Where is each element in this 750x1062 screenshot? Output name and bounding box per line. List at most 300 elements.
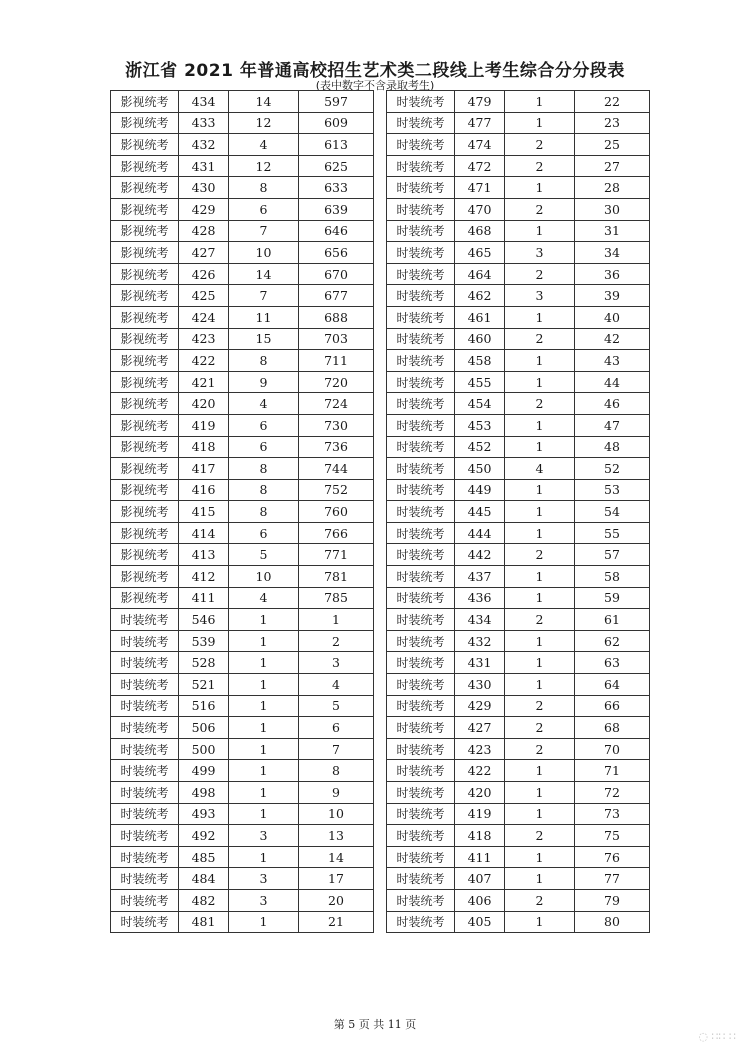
category-cell: 时装统考 [387,652,455,674]
cumulative-cell: 4 [299,674,374,696]
category-cell: 时装统考 [111,630,179,652]
count-cell: 4 [505,458,575,480]
table-row [111,782,374,804]
cumulative-cell: 597 [299,91,374,113]
page-subtitle: (表中数字不含录取考生) [315,79,435,92]
cumulative-cell: 34 [575,242,650,264]
count-cell: 6 [229,436,299,458]
cumulative-cell: 677 [299,285,374,307]
score-cell: 479 [455,91,505,113]
score-cell: 425 [179,285,229,307]
count-cell: 1 [505,436,575,458]
category-cell: 影视统考 [111,566,179,588]
category-cell: 时装统考 [387,825,455,847]
cumulative-cell: 62 [575,630,650,652]
count-cell: 1 [229,782,299,804]
cumulative-cell: 22 [575,91,650,113]
count-cell: 8 [229,350,299,372]
cumulative-cell: 1 [299,609,374,631]
count-cell: 1 [505,587,575,609]
count-cell: 6 [229,198,299,220]
cumulative-cell: 23 [575,112,650,134]
category-cell: 影视统考 [111,91,179,113]
score-cell: 415 [179,501,229,523]
count-cell: 2 [505,695,575,717]
category-cell: 时装统考 [387,738,455,760]
table-row [387,911,650,933]
category-cell: 影视统考 [111,177,179,199]
cumulative-cell: 61 [575,609,650,631]
count-cell: 4 [229,393,299,415]
table-row [111,889,374,911]
count-cell: 1 [505,846,575,868]
cumulative-cell: 53 [575,479,650,501]
cumulative-cell: 6 [299,717,374,739]
table-row [387,436,650,458]
count-cell: 1 [229,803,299,825]
cumulative-cell: 613 [299,134,374,156]
count-cell: 1 [229,674,299,696]
cumulative-cell: 724 [299,393,374,415]
score-cell: 450 [455,458,505,480]
table-row [387,609,650,631]
category-cell: 影视统考 [111,544,179,566]
table-row [111,414,374,436]
score-cell: 420 [455,782,505,804]
category-cell: 时装统考 [387,371,455,393]
count-cell: 1 [229,717,299,739]
score-cell: 422 [179,350,229,372]
category-cell: 影视统考 [111,371,179,393]
count-cell: 14 [229,263,299,285]
category-cell: 时装统考 [111,889,179,911]
count-cell: 2 [505,738,575,760]
score-cell: 422 [455,760,505,782]
score-cell: 437 [455,566,505,588]
count-cell: 1 [229,652,299,674]
count-cell: 2 [505,825,575,847]
category-cell: 时装统考 [387,263,455,285]
category-cell: 时装统考 [387,889,455,911]
score-cell: 414 [179,522,229,544]
count-cell: 6 [229,522,299,544]
cumulative-cell: 73 [575,803,650,825]
table-row [387,544,650,566]
score-cell: 412 [179,566,229,588]
table-row [387,414,650,436]
score-cell: 471 [455,177,505,199]
table-row [387,587,650,609]
table-row [111,868,374,890]
cumulative-cell: 8 [299,760,374,782]
score-cell: 468 [455,220,505,242]
table-row [387,717,650,739]
table-row [387,220,650,242]
table-row [387,846,650,868]
table-row [111,155,374,177]
score-cell: 482 [179,889,229,911]
category-cell: 时装统考 [111,760,179,782]
category-cell: 时装统考 [387,544,455,566]
table-row [111,803,374,825]
category-cell: 时装统考 [387,198,455,220]
table-row [387,803,650,825]
cumulative-cell: 63 [575,652,650,674]
table-row [387,458,650,480]
cumulative-cell: 25 [575,134,650,156]
category-cell: 时装统考 [111,868,179,890]
count-cell: 3 [229,868,299,890]
category-cell: 时装统考 [387,306,455,328]
cumulative-cell: 785 [299,587,374,609]
page-number: 第 5 页 共 11 页 [333,1018,417,1031]
score-cell: 420 [179,393,229,415]
count-cell: 10 [229,242,299,264]
count-cell: 7 [229,220,299,242]
cumulative-cell: 688 [299,306,374,328]
table-row [387,695,650,717]
cumulative-cell: 28 [575,177,650,199]
table-row [111,479,374,501]
table-row [111,522,374,544]
cumulative-cell: 76 [575,846,650,868]
score-cell: 427 [455,717,505,739]
cumulative-cell: 7 [299,738,374,760]
cumulative-cell: 72 [575,782,650,804]
score-cell: 442 [455,544,505,566]
category-cell: 影视统考 [111,522,179,544]
category-cell: 时装统考 [111,717,179,739]
count-cell: 2 [505,155,575,177]
category-cell: 时装统考 [387,242,455,264]
cumulative-cell: 10 [299,803,374,825]
count-cell: 1 [229,609,299,631]
score-cell: 449 [455,479,505,501]
cumulative-cell: 766 [299,522,374,544]
count-cell: 2 [505,328,575,350]
score-cell: 417 [179,458,229,480]
table-row [111,306,374,328]
cumulative-cell: 752 [299,479,374,501]
score-cell: 521 [179,674,229,696]
cumulative-cell: 633 [299,177,374,199]
cumulative-cell: 30 [575,198,650,220]
score-cell: 423 [179,328,229,350]
score-cell: 464 [455,263,505,285]
category-cell: 时装统考 [387,134,455,156]
count-cell: 1 [505,177,575,199]
cumulative-cell: 656 [299,242,374,264]
count-cell: 1 [229,846,299,868]
cumulative-cell: 70 [575,738,650,760]
score-cell: 474 [455,134,505,156]
category-cell: 时装统考 [111,911,179,933]
cumulative-cell: 43 [575,350,650,372]
table-row [387,652,650,674]
count-cell: 7 [229,285,299,307]
count-cell: 1 [505,479,575,501]
count-cell: 1 [505,306,575,328]
cumulative-cell: 57 [575,544,650,566]
table-row [111,263,374,285]
count-cell: 8 [229,501,299,523]
score-cell: 423 [455,738,505,760]
table-row [387,112,650,134]
table-row [387,263,650,285]
count-cell: 1 [229,738,299,760]
score-cell: 484 [179,868,229,890]
count-cell: 1 [505,674,575,696]
score-cell: 418 [455,825,505,847]
table-row [387,134,650,156]
count-cell: 6 [229,414,299,436]
count-cell: 8 [229,458,299,480]
score-cell: 472 [455,155,505,177]
score-cell: 506 [179,717,229,739]
score-cell: 421 [179,371,229,393]
count-cell: 2 [505,717,575,739]
table-row [387,782,650,804]
table-row [111,371,374,393]
cumulative-cell: 52 [575,458,650,480]
score-cell: 418 [179,436,229,458]
score-cell: 419 [179,414,229,436]
cumulative-cell: 2 [299,630,374,652]
count-cell: 3 [505,285,575,307]
cumulative-cell: 17 [299,868,374,890]
table-row [387,306,650,328]
cumulative-cell: 20 [299,889,374,911]
score-cell: 455 [455,371,505,393]
cumulative-cell: 54 [575,501,650,523]
score-cell: 431 [455,652,505,674]
category-cell: 时装统考 [387,760,455,782]
count-cell: 8 [229,177,299,199]
category-cell: 时装统考 [111,738,179,760]
count-cell: 1 [505,112,575,134]
count-cell: 12 [229,155,299,177]
score-cell: 485 [179,846,229,868]
score-cell: 405 [455,911,505,933]
category-cell: 影视统考 [111,263,179,285]
category-cell: 时装统考 [387,609,455,631]
category-cell: 影视统考 [111,436,179,458]
count-cell: 1 [505,566,575,588]
category-cell: 时装统考 [387,285,455,307]
count-cell: 2 [505,609,575,631]
category-cell: 影视统考 [111,479,179,501]
count-cell: 2 [505,134,575,156]
table-row [111,695,374,717]
score-cell: 500 [179,738,229,760]
count-cell: 1 [229,695,299,717]
count-cell: 1 [505,522,575,544]
cumulative-cell: 79 [575,889,650,911]
table-row [387,198,650,220]
score-cell: 454 [455,393,505,415]
count-cell: 1 [505,868,575,890]
cumulative-cell: 80 [575,911,650,933]
score-cell: 493 [179,803,229,825]
score-cell: 430 [179,177,229,199]
count-cell: 3 [505,242,575,264]
score-cell: 461 [455,306,505,328]
category-cell: 影视统考 [111,112,179,134]
table-row [111,674,374,696]
count-cell: 1 [229,630,299,652]
cumulative-cell: 14 [299,846,374,868]
table-row [387,393,650,415]
cumulative-cell: 66 [575,695,650,717]
cumulative-cell: 711 [299,350,374,372]
score-cell: 411 [455,846,505,868]
score-cell: 465 [455,242,505,264]
table-row [111,566,374,588]
cumulative-cell: 760 [299,501,374,523]
score-cell: 432 [179,134,229,156]
category-cell: 影视统考 [111,306,179,328]
score-cell: 458 [455,350,505,372]
score-cell: 413 [179,544,229,566]
category-cell: 时装统考 [387,414,455,436]
category-cell: 时装统考 [387,566,455,588]
score-cell: 429 [179,198,229,220]
category-cell: 时装统考 [387,91,455,113]
table-row [111,717,374,739]
score-cell: 434 [455,609,505,631]
cumulative-cell: 744 [299,458,374,480]
score-cell: 433 [179,112,229,134]
score-cell: 546 [179,609,229,631]
count-cell: 1 [505,803,575,825]
watermark-logo: ◌ ∷∷ ∷ [698,1030,736,1043]
score-cell: 492 [179,825,229,847]
cumulative-cell: 58 [575,566,650,588]
cumulative-cell: 13 [299,825,374,847]
table-row [111,738,374,760]
category-cell: 影视统考 [111,134,179,156]
table-row [111,328,374,350]
cumulative-cell: 59 [575,587,650,609]
score-cell: 434 [179,91,229,113]
cumulative-cell: 31 [575,220,650,242]
table-row [111,630,374,652]
table-row [387,760,650,782]
category-cell: 时装统考 [111,652,179,674]
count-cell: 1 [505,911,575,933]
table-row [111,825,374,847]
score-cell: 539 [179,630,229,652]
table-row [387,566,650,588]
category-cell: 影视统考 [111,458,179,480]
cumulative-cell: 27 [575,155,650,177]
cumulative-cell: 48 [575,436,650,458]
cumulative-cell: 670 [299,263,374,285]
category-cell: 影视统考 [111,501,179,523]
table-row [387,501,650,523]
count-cell: 1 [229,760,299,782]
table-row [111,393,374,415]
table-row [111,652,374,674]
score-cell: 430 [455,674,505,696]
category-cell: 时装统考 [387,436,455,458]
score-cell: 460 [455,328,505,350]
category-cell: 时装统考 [387,803,455,825]
count-cell: 4 [229,587,299,609]
score-cell: 516 [179,695,229,717]
table-row [111,587,374,609]
table-row [387,630,650,652]
table-row [111,285,374,307]
category-cell: 时装统考 [387,350,455,372]
category-cell: 时装统考 [387,717,455,739]
count-cell: 2 [505,544,575,566]
category-cell: 时装统考 [387,782,455,804]
category-cell: 时装统考 [387,630,455,652]
score-cell: 407 [455,868,505,890]
category-cell: 影视统考 [111,587,179,609]
count-cell: 15 [229,328,299,350]
table-row [111,220,374,242]
score-cell: 444 [455,522,505,544]
count-cell: 11 [229,306,299,328]
table-row [111,350,374,372]
count-cell: 1 [505,414,575,436]
score-cell: 406 [455,889,505,911]
category-cell: 影视统考 [111,198,179,220]
table-row [111,501,374,523]
score-cell: 470 [455,198,505,220]
score-cell: 424 [179,306,229,328]
cumulative-cell: 609 [299,112,374,134]
score-cell: 416 [179,479,229,501]
count-cell: 5 [229,544,299,566]
score-cell: 481 [179,911,229,933]
score-table-right [386,90,650,933]
table-row [387,285,650,307]
cumulative-cell: 55 [575,522,650,544]
cumulative-cell: 42 [575,328,650,350]
cumulative-cell: 736 [299,436,374,458]
category-cell: 影视统考 [111,242,179,264]
cumulative-cell: 639 [299,198,374,220]
table-row [387,91,650,113]
count-cell: 12 [229,112,299,134]
category-cell: 时装统考 [111,695,179,717]
count-cell: 2 [505,198,575,220]
count-cell: 1 [229,911,299,933]
score-cell: 452 [455,436,505,458]
category-cell: 时装统考 [387,868,455,890]
score-cell: 426 [179,263,229,285]
table-row [387,674,650,696]
table-row [387,350,650,372]
count-cell: 8 [229,479,299,501]
score-cell: 477 [455,112,505,134]
cumulative-cell: 71 [575,760,650,782]
cumulative-cell: 781 [299,566,374,588]
table-row [111,458,374,480]
category-cell: 影视统考 [111,414,179,436]
table-row [111,112,374,134]
score-cell: 429 [455,695,505,717]
table-row [111,609,374,631]
category-cell: 时装统考 [387,911,455,933]
category-cell: 时装统考 [111,674,179,696]
count-cell: 1 [505,350,575,372]
cumulative-cell: 21 [299,911,374,933]
cumulative-cell: 46 [575,393,650,415]
